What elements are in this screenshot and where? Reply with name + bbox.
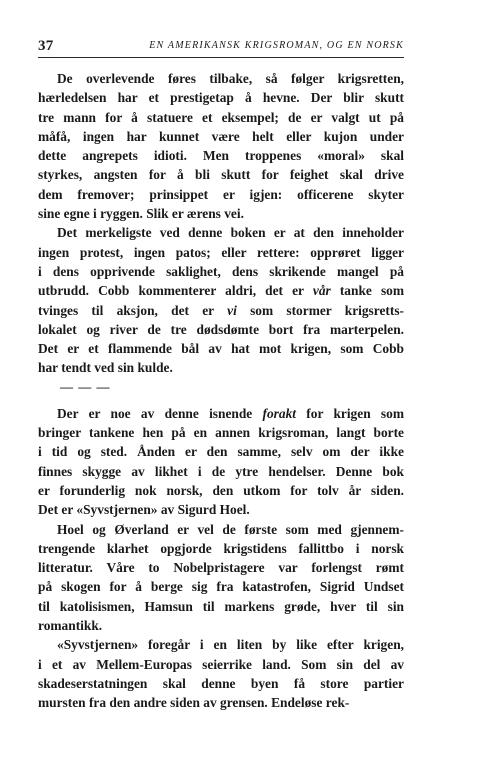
- text-line: [38, 108, 404, 127]
- text-run: på skogen for å berge sig fra katastrofen, Sigrid Undset: [38, 579, 404, 595]
- text-line: [38, 635, 404, 654]
- text-line: [38, 127, 404, 146]
- text-run: mursten fra den andre siden av grensen. Endeløse rek-: [38, 695, 350, 711]
- running-head: EN AMERIKANSK KRIGSROMAN, OG EN NORSK: [149, 40, 404, 51]
- text-line: [38, 423, 404, 442]
- text-run: bringer tankene hen på en annen krigsroman, langt borte: [38, 425, 404, 441]
- paragraph: [38, 635, 404, 712]
- text-line: [38, 223, 404, 242]
- page-header: [38, 38, 404, 54]
- text-run: trengende klarhet opgjorde krigstidens fallittbo i norsk: [38, 540, 404, 556]
- text-run: tvinges til aksjon, det er: [38, 302, 228, 318]
- text-run: hærledelsen har et prestigetap å hevne. Der blir skutt: [38, 90, 404, 106]
- text-run: i tid og sted. Ånden er den samme, selv om der ikke: [38, 444, 404, 460]
- text-line: [38, 88, 404, 107]
- text-line: [38, 693, 404, 712]
- text-run: som stormer krigsretts-: [236, 302, 404, 318]
- text-line: [38, 558, 404, 577]
- text-line: [38, 358, 404, 377]
- text-run: sine egne i ryggen. Slik er ærens vei.: [38, 206, 244, 222]
- text-run: finnes skygge av likhet i de ytre hendelser. Denne bok: [38, 463, 404, 479]
- text-line: [38, 597, 404, 616]
- text-line: [38, 69, 404, 88]
- emphasis-text: forakt: [262, 405, 297, 421]
- text-line: [38, 442, 404, 461]
- text-line: [38, 301, 404, 320]
- text-line: [38, 204, 404, 223]
- text-line: [38, 577, 404, 596]
- text-run: i et av Mellem-Europas seierrike land. Som sin del av: [38, 656, 404, 672]
- text-line: [38, 146, 404, 165]
- text-line: [38, 320, 404, 339]
- text-run: tre mann for å statuere et eksempel; de er valgt ut på: [38, 109, 404, 125]
- text-line: [38, 404, 404, 423]
- text-run: har tendt ved sin kulde.: [38, 360, 173, 376]
- text-line: [38, 655, 404, 674]
- text-run: romantikk.: [38, 618, 103, 634]
- text-run: Hoel og Øverland er vel de første som med gjennem-: [57, 521, 404, 537]
- emphasis-text: vår: [312, 283, 331, 299]
- text-line: [38, 185, 404, 204]
- text-run: måfå, ingen har kunnet være helt eller kujon under: [38, 128, 404, 144]
- text-line: [38, 674, 404, 693]
- text-line: [38, 165, 404, 184]
- emphasis-text: vi: [227, 302, 237, 318]
- text-line: [38, 520, 404, 539]
- text-run: «Syvstjernen» foregår i en liten by like efter krigen,: [57, 637, 404, 653]
- section-break: — — —: [60, 378, 111, 394]
- text-run: i dens opprivende saklighet, dens skrikende mangel på: [38, 263, 404, 279]
- text-run: Der er noe av denne isnende: [57, 405, 263, 421]
- text-run: styrkes, angsten for å bli skutt for feighet skal drive: [38, 167, 404, 183]
- text-line: [38, 539, 404, 558]
- text-line: [38, 462, 404, 481]
- text-run: utbrudd. Cobb kommenterer aldri, det er: [38, 283, 313, 299]
- text-run: Det er «Syvstjernen» av Sigurd Hoel.: [38, 502, 250, 518]
- paragraph: [38, 404, 404, 520]
- text-run: Det merkeligste ved denne boken er at den inneholder: [57, 225, 404, 241]
- text-run: ingen protest, ingen patos; eller rettere: opprøret ligger: [38, 244, 404, 260]
- text-run: litteratur. Våre to Nobelpristagere var forlengst rømt: [38, 560, 404, 576]
- text-line: [38, 481, 404, 500]
- text-line: [38, 262, 404, 281]
- text-run: De overlevende føres tilbake, så følger krigsretten,: [57, 71, 404, 86]
- paragraph: [38, 520, 404, 636]
- text-line: [38, 281, 404, 300]
- text-run: Det er et flammende bål av hat mot krigen, som Cobb: [38, 341, 404, 357]
- text-run: tanke som: [330, 283, 405, 299]
- text-line: [38, 500, 404, 519]
- text-line: [38, 616, 404, 635]
- text-run: for krigen som: [296, 405, 404, 421]
- header-rule: [38, 57, 404, 58]
- page-number: 37: [38, 38, 54, 54]
- text-run: skadeserstatningen skal denne byen få store partier: [38, 675, 404, 691]
- text-run: er forunderlig nok norsk, den utkom for tolv år siden.: [38, 482, 404, 498]
- text-line: [38, 243, 404, 262]
- text-run: lokalet og river de tre dødsdømte bort fra marterpelen.: [38, 321, 404, 337]
- text-run: til katolisismen, Hamsun til markens grøde, hver til sin: [38, 598, 404, 614]
- text-block-1: [38, 69, 404, 378]
- body-text: [38, 69, 404, 713]
- text-run: dette angrepets idioti. Men troppenes «moral» skal: [38, 148, 404, 164]
- paragraph: [38, 223, 404, 377]
- paragraph: [38, 69, 404, 223]
- text-line: [38, 339, 404, 358]
- text-block-2: [38, 404, 404, 713]
- text-run: dem fremover; prinsippet er igjen: officerene skyter: [38, 186, 404, 202]
